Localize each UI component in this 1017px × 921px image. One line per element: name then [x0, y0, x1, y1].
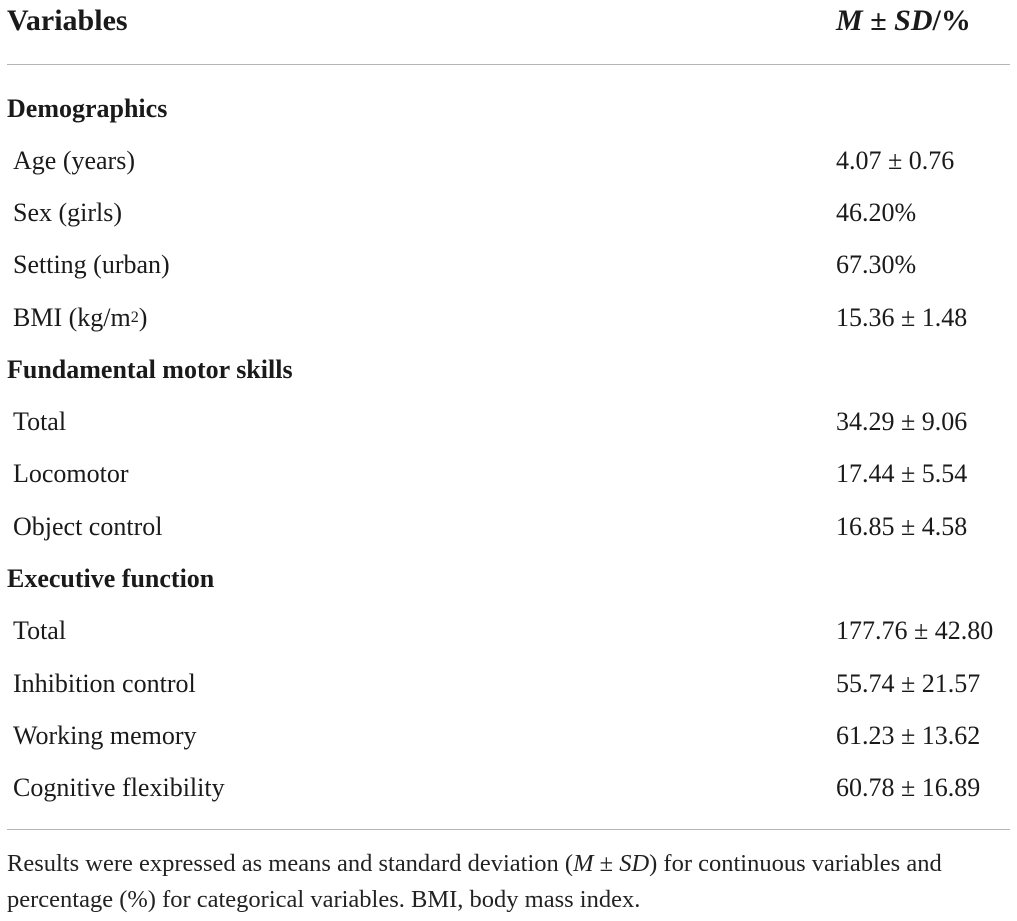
header-pct: /% [932, 4, 971, 37]
footnote-sd: SD [619, 850, 650, 877]
bmi-label-text: BMI (kg/m [13, 303, 131, 332]
table-row [0, 298, 1017, 338]
section-title: Demographics [7, 94, 168, 123]
row-label: Setting (urban) [13, 250, 170, 279]
header-variables: Variables [7, 4, 128, 37]
footnote-text-2: ) for continuous variables and percentage (%) for categorical variables. BMI, body mass index. [7, 850, 942, 913]
row-value: 15.36 ± 1.48 [836, 303, 968, 332]
row-label: Total [13, 407, 67, 436]
table-row [0, 507, 1017, 547]
row-label-bmi [13, 298, 147, 338]
section-row-fms [0, 350, 1017, 390]
row-value: 34.29 ± 9.06 [836, 407, 968, 436]
table-row [0, 141, 1017, 181]
row-value: 61.23 ± 13.62 [836, 721, 981, 750]
table-header-row [0, 1, 1017, 41]
section-title: Executive function [7, 564, 215, 593]
table-row [0, 664, 1017, 704]
table-row [0, 768, 1017, 808]
row-value: 55.74 ± 21.57 [836, 669, 981, 698]
bmi-label-sup: 2 [130, 308, 139, 326]
table-row [0, 611, 1017, 651]
row-label: Object control [13, 512, 163, 541]
row-label: Working memory [13, 721, 197, 750]
footnote-m: M [573, 850, 594, 877]
row-value: 16.85 ± 4.58 [836, 512, 968, 541]
row-value: 4.07 ± 0.76 [836, 146, 955, 175]
table-row [0, 454, 1017, 494]
table-footnote [7, 846, 1012, 918]
table-row [0, 245, 1017, 285]
row-label: Cognitive flexibility [13, 773, 225, 802]
row-value: 177.76 ± 42.80 [836, 616, 994, 645]
footnote-text-1: Results were expressed as means and standard deviation ( [7, 850, 574, 877]
table-row [0, 716, 1017, 756]
header-stat [836, 1, 971, 41]
section-row-ef [0, 559, 1017, 599]
row-label: Sex (girls) [13, 198, 123, 227]
row-value: 60.78 ± 16.89 [836, 773, 981, 802]
table-row [0, 402, 1017, 442]
table-row [0, 193, 1017, 233]
header-pm: ± [870, 4, 887, 37]
row-value: 46.20% [836, 198, 917, 227]
section-row-demographics [0, 89, 1017, 129]
header-m: M [836, 4, 863, 37]
row-value: 17.44 ± 5.54 [836, 459, 968, 488]
row-label: Locomotor [13, 459, 129, 488]
row-value: 67.30% [836, 250, 917, 279]
bmi-label-close: ) [138, 303, 148, 332]
footnote-pm: ± [593, 850, 620, 877]
section-title: Fundamental motor skills [7, 355, 293, 384]
row-label: Age (years) [13, 146, 135, 175]
row-label: Total [13, 616, 67, 645]
header-rule [7, 64, 1010, 65]
row-label: Inhibition control [13, 669, 196, 698]
header-sd: SD [894, 4, 933, 37]
footer-rule [7, 829, 1010, 830]
